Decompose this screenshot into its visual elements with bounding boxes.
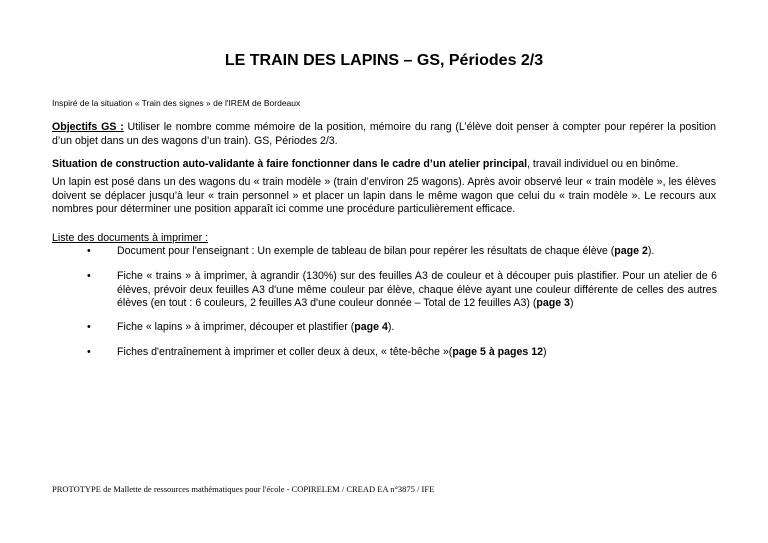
list-item-end: ). (387, 321, 395, 333)
bullet-icon: • (87, 321, 91, 333)
list-item-end: ). (647, 245, 655, 257)
list-item-text: Fiche « lapins » à imprimer, découper et plastifier ( (117, 321, 355, 333)
liste-title-text: Liste des documents à imprimer : (52, 232, 209, 244)
situation-bold: Situation de construction auto-validante à faire fonctionner dans le cadre d’un atelier principal (52, 158, 528, 170)
page-footer: PROTOTYPE de Mallette de ressources mathématiques pour l'école - COPIRELEM / CREAD EA n°3875 / IFE (52, 484, 435, 494)
list-item-end: ) (543, 346, 547, 358)
list-item-text: Fiche « trains » à imprimer, à agrandir (130%) sur des feuilles A3 de couleur et à découper puis plastifier. Pour un atelier de 6 élèves, prévoir deux feuilles A3 d'une même couleur par élève, chaque élève ayant une couleur différente de celles des autres élèves (en tout : 6 couleurs, 2 feuilles A3 d'une couleur donnée – Total de 12 feuilles A3) ( (117, 270, 717, 309)
bullet-icon: • (87, 346, 91, 358)
objectifs-paragraph (52, 121, 716, 148)
list-item-ref: page 4 (354, 321, 388, 333)
situation-heading (52, 158, 716, 172)
liste-title (52, 232, 716, 246)
situation-body: Un lapin est posé dans un des wagons du « train modèle » (train d’environ 25 wagons). Après avoir observé leur « train modèle », les élèves doivent se déplacer jusqu’à leur « train personnel » et placer un lapin dans le même wagon que celui du « train modèle ». Le recours aux nombres pour déterminer une position apparaît ici comme une procédure particulièrement efficace. (52, 176, 716, 215)
objectifs-text: Utiliser le nombre comme mémoire de la position, mémoire du rang (L’élève doit penser à compter pour repérer la position d’un objet dans un des wagons d’un train). GS, Périodes 2/3. (52, 121, 716, 147)
page-title: LE TRAIN DES LAPINS – GS, Périodes 2/3 (224, 52, 544, 69)
inspiration-note: Inspiré de la situation « Train des signes » de l'IREM de Bordeaux (52, 98, 301, 108)
list-item-ref: page 5 à pages 12 (452, 346, 543, 358)
list-item-ref: page 2 (614, 245, 648, 257)
objectifs-label: Objectifs GS : (52, 121, 124, 133)
bullet-icon: • (87, 270, 91, 282)
list-item-ref: page 3 (536, 297, 570, 309)
list-item-text: Fiches d'entraînement à imprimer et coller deux à deux, « tête-bêche »( (117, 346, 453, 358)
bullet-icon: • (87, 245, 91, 257)
list-item-end: ) (569, 297, 574, 309)
list-item-text: Document pour l'enseignant : Un exemple de tableau de bilan pour repérer les résultats de chaque élève ( (117, 245, 615, 257)
situation-rest: , travail individuel ou en binôme. (527, 158, 679, 170)
